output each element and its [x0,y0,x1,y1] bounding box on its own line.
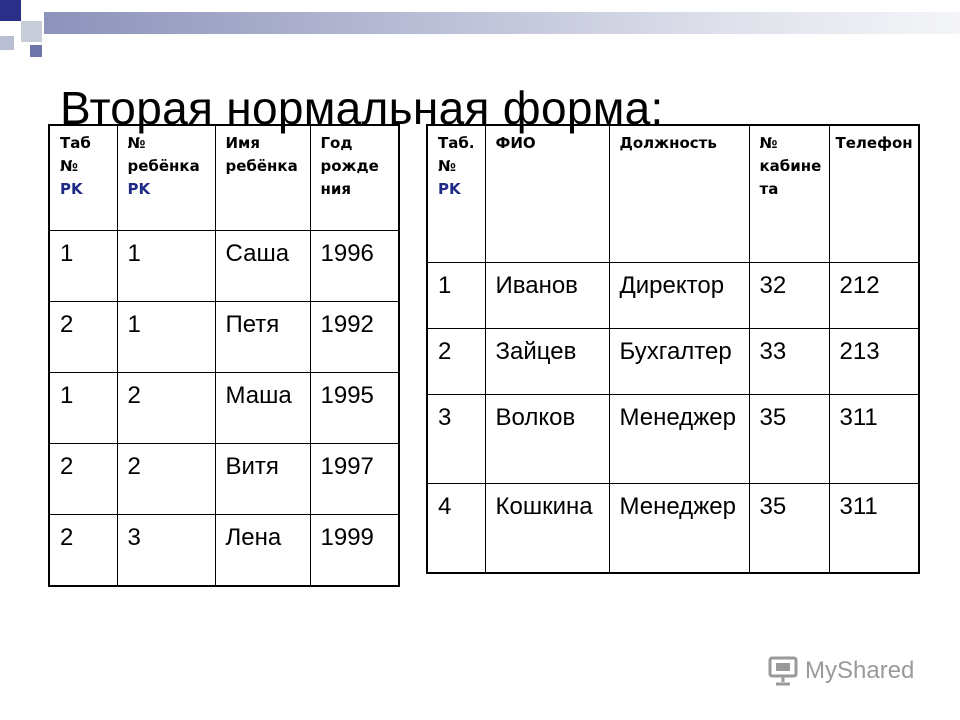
table-row [427,263,919,329]
children-table [48,124,400,587]
table-cell: Лена [215,515,310,587]
header-cell [609,125,749,263]
table-cell: 3 [117,515,215,587]
table-row [49,373,399,444]
table-cell: 35 [749,395,829,484]
header-label: Телефон [835,134,913,152]
table-row [49,231,399,302]
table-cell: 1997 [310,444,399,515]
pk-label: PK [438,180,461,198]
header-cell [49,125,117,231]
employees-table [426,124,920,574]
table-cell: 1992 [310,302,399,373]
table-cell: 2 [117,373,215,444]
header-cell [310,125,399,231]
header-label: Должность [619,134,717,152]
table-cell: 212 [829,263,919,329]
table-cell: 1999 [310,515,399,587]
header-cell [117,125,215,231]
table-cell: Петя [215,302,310,373]
header-label: Имя ребёнка [225,134,298,175]
header-label: № ребёнка [127,134,200,175]
title-gradient-bar [44,12,960,34]
table-cell: Зайцев [485,329,609,395]
table-cell: Витя [215,444,310,515]
table-cell: 2 [427,329,485,395]
table-cell: 2 [49,302,117,373]
table-row [427,484,919,574]
decor-square-pale [0,36,14,50]
header-cell [749,125,829,263]
watermark-text: MyShared [805,657,915,684]
table-row [427,329,919,395]
table-cell: Маша [215,373,310,444]
table-cell: 311 [829,395,919,484]
header-label: № кабине та [759,134,822,198]
header-label: Таб. № [438,134,475,175]
table-row [49,515,399,587]
pk-label: PK [60,180,83,198]
table-cell: 3 [427,395,485,484]
table-cell: Саша [215,231,310,302]
header-cell [427,125,485,263]
table-row [49,302,399,373]
slide-title: Вторая нормальная форма: [60,81,664,134]
table-cell: 2 [49,515,117,587]
table-cell: 1 [49,231,117,302]
table-cell: 2 [49,444,117,515]
table-header-row [427,125,919,263]
header-label: Таб № [60,134,91,175]
table-cell: Бухгалтер [609,329,749,395]
table-cell: 4 [427,484,485,574]
table-cell: Иванов [485,263,609,329]
table-cell: Кошкина [485,484,609,574]
table-cell: Директор [609,263,749,329]
decor-square-mid [30,45,42,57]
table-cell: 213 [829,329,919,395]
table-cell: 33 [749,329,829,395]
header-cell [829,125,919,263]
header-label: Год рожде ния [320,134,379,198]
table-row [427,395,919,484]
pk-label: PK [127,180,151,198]
presentation-board-icon [767,655,799,687]
header-cell [215,125,310,231]
table-cell: 32 [749,263,829,329]
table-cell: 1995 [310,373,399,444]
header-label: ФИО [495,134,536,152]
table-cell: 311 [829,484,919,574]
table-cell: Волков [485,395,609,484]
table-cell: 1 [117,302,215,373]
decor-square-light [21,21,42,42]
table-cell: 1 [427,263,485,329]
table-cell: 1 [49,373,117,444]
header-cell [485,125,609,263]
table-cell: Менеджер [609,395,749,484]
table-row [49,444,399,515]
table-cell: 35 [749,484,829,574]
table-header-row [49,125,399,231]
watermark-logo [767,655,914,687]
table-cell: Менеджер [609,484,749,574]
decor-square-dark [0,0,21,21]
table-cell: 2 [117,444,215,515]
table-cell: 1996 [310,231,399,302]
table-cell: 1 [117,231,215,302]
